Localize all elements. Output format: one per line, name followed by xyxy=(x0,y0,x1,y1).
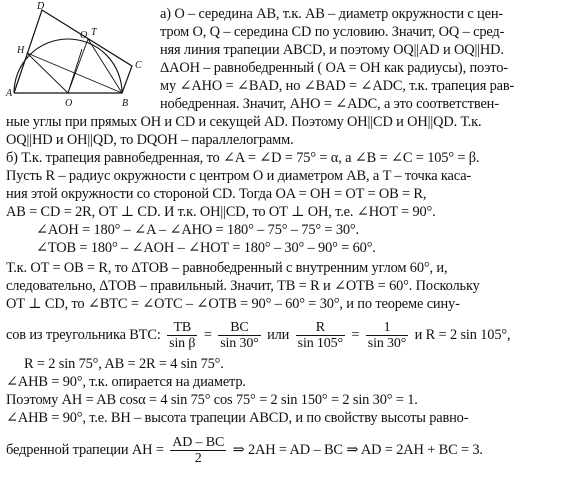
fraction-denominator: sin β xyxy=(169,336,196,352)
height-formula-result: ⇒ 2AH = AD – BC ⇒ AD = 2AH + BC = 3. xyxy=(232,442,483,458)
text-line-16: следовательно, ΔTOB – правильный. Значит, TB = R и ∠OTB = 60°. Поскольку xyxy=(6,278,480,294)
text-line-2: тром O, Q – середина CD по условию. Значит, OQ – сред- xyxy=(160,24,505,40)
fraction-numerator: TB xyxy=(167,320,197,336)
text-line-5: му ∠AHO = ∠BAD, но ∠BAD = ∠ADC, т.к. трапеция рав- xyxy=(160,78,515,94)
text-line-7: ные углы при прямых OH и CD и секущей AD. Поэтому OH||CD и OH||QD. Т.к. xyxy=(6,114,482,130)
text-line-10: Пусть R – радиус окружности с центром O и диаметром AB, а T – точка каса- xyxy=(6,168,472,184)
label-C: C xyxy=(135,60,142,71)
label-H: H xyxy=(17,45,25,56)
fraction-numerator: 1 xyxy=(366,320,408,336)
fraction-bc-sin30 xyxy=(218,320,260,351)
fraction-denominator: sin 30° xyxy=(220,336,259,352)
fraction-denominator: sin 105° xyxy=(297,336,343,352)
text-line-4: ΔAOH – равнобедренный ( OA = OH как радиусы), поэто- xyxy=(160,60,508,76)
equals-sign: = xyxy=(351,327,360,343)
text-line-11: ния этой окружности со стороной CD. Тогда OA = OH = OT = OB = R, xyxy=(6,186,427,202)
text-line-22: ∠AHB = 90°, т.е. BH – высота трапеции ABCD, и по свойству высоты равно- xyxy=(6,410,469,426)
fraction-denominator: 2 xyxy=(194,451,202,467)
circle-arc xyxy=(14,39,122,93)
text-line-13: ∠AOH = 180° – ∠A – ∠AHO = 180° – 75° – 75° = 30°. xyxy=(36,222,359,238)
text-line-3: няя линия трапеции ABCD, и поэтому OQ||AD и OQ||HD. xyxy=(160,42,504,58)
segment-BT xyxy=(88,39,122,93)
label-D: D xyxy=(37,1,45,12)
fraction-1-sin30 xyxy=(366,320,408,351)
text-line-9: б) Т.к. трапеция равнобедренная, то ∠A = ∠D = 75° = α, а ∠B = ∠C = 105° = β. xyxy=(6,150,480,166)
text-line-15: Т.к. OT = OB = R, то ΔTOB – равнобедренный с внутренним углом 60°, и, xyxy=(6,260,448,276)
fraction-numerator: BC xyxy=(218,320,260,336)
text-line-21: Поэтому AH = AB cosα = 4 sin 75° cos 75° = 2 sin 150° = 2 sin 30° = 1. xyxy=(6,392,418,408)
sine-theorem-line xyxy=(6,318,510,352)
label-B: B xyxy=(122,98,129,109)
text-line-19: R = 2 sin 75°, AB = 2R = 4 sin 75°. xyxy=(24,356,224,372)
text-line-1: а) O – середина AB, т.к. AB – диаметр окружности с цен- xyxy=(160,6,504,22)
fraction-ad-minus-bc-over-2 xyxy=(170,435,226,466)
or-word: или xyxy=(267,327,290,343)
height-formula-line xyxy=(6,432,483,468)
label-T: T xyxy=(91,27,97,38)
fraction-numerator: R xyxy=(296,320,345,336)
text-line-14: ∠TOB = 180° – ∠AOH – ∠HOT = 180° – 30° – 90° = 60°. xyxy=(36,240,376,256)
fraction-r-sin105 xyxy=(296,320,345,351)
sine-theorem-intro: сов из треугольника BTC: xyxy=(6,327,161,343)
trapezoid-figure xyxy=(2,2,152,110)
geometry-diagram xyxy=(2,2,152,110)
text-line-20: ∠AHB = 90°, т.к. опирается на диаметр. xyxy=(6,374,246,390)
equals-sign: = xyxy=(203,327,212,343)
segment-OH xyxy=(27,53,68,93)
text-line-17: OT ⊥ CD, то ∠BTC = ∠OTC – ∠OTB = 90° – 60° = 30°, и по теореме сину- xyxy=(6,296,460,312)
fraction-denominator: sin 30° xyxy=(367,336,407,352)
label-O: O xyxy=(65,98,73,109)
height-formula-intro: бедренной трапеции AH = xyxy=(6,442,164,458)
label-A: A xyxy=(6,88,13,99)
text-line-12: AB = CD = 2R, OT ⊥ CD. И т.к. OH||CD, то OT ⊥ OH, т.е. ∠HOT = 90°. xyxy=(6,204,436,220)
label-O-top: O xyxy=(80,30,88,41)
sine-theorem-result: и R = 2 sin 105°, xyxy=(414,327,511,343)
text-line-8: OQ||HD и OH||QD, то DQOH – параллелограмм. xyxy=(6,132,294,148)
fraction-tb-sinbeta xyxy=(167,320,197,351)
fraction-numerator: AD – BC xyxy=(172,435,225,451)
text-line-6: нобедренная. Значит, AHO = ∠ADC, а это соответствен- xyxy=(160,96,499,112)
